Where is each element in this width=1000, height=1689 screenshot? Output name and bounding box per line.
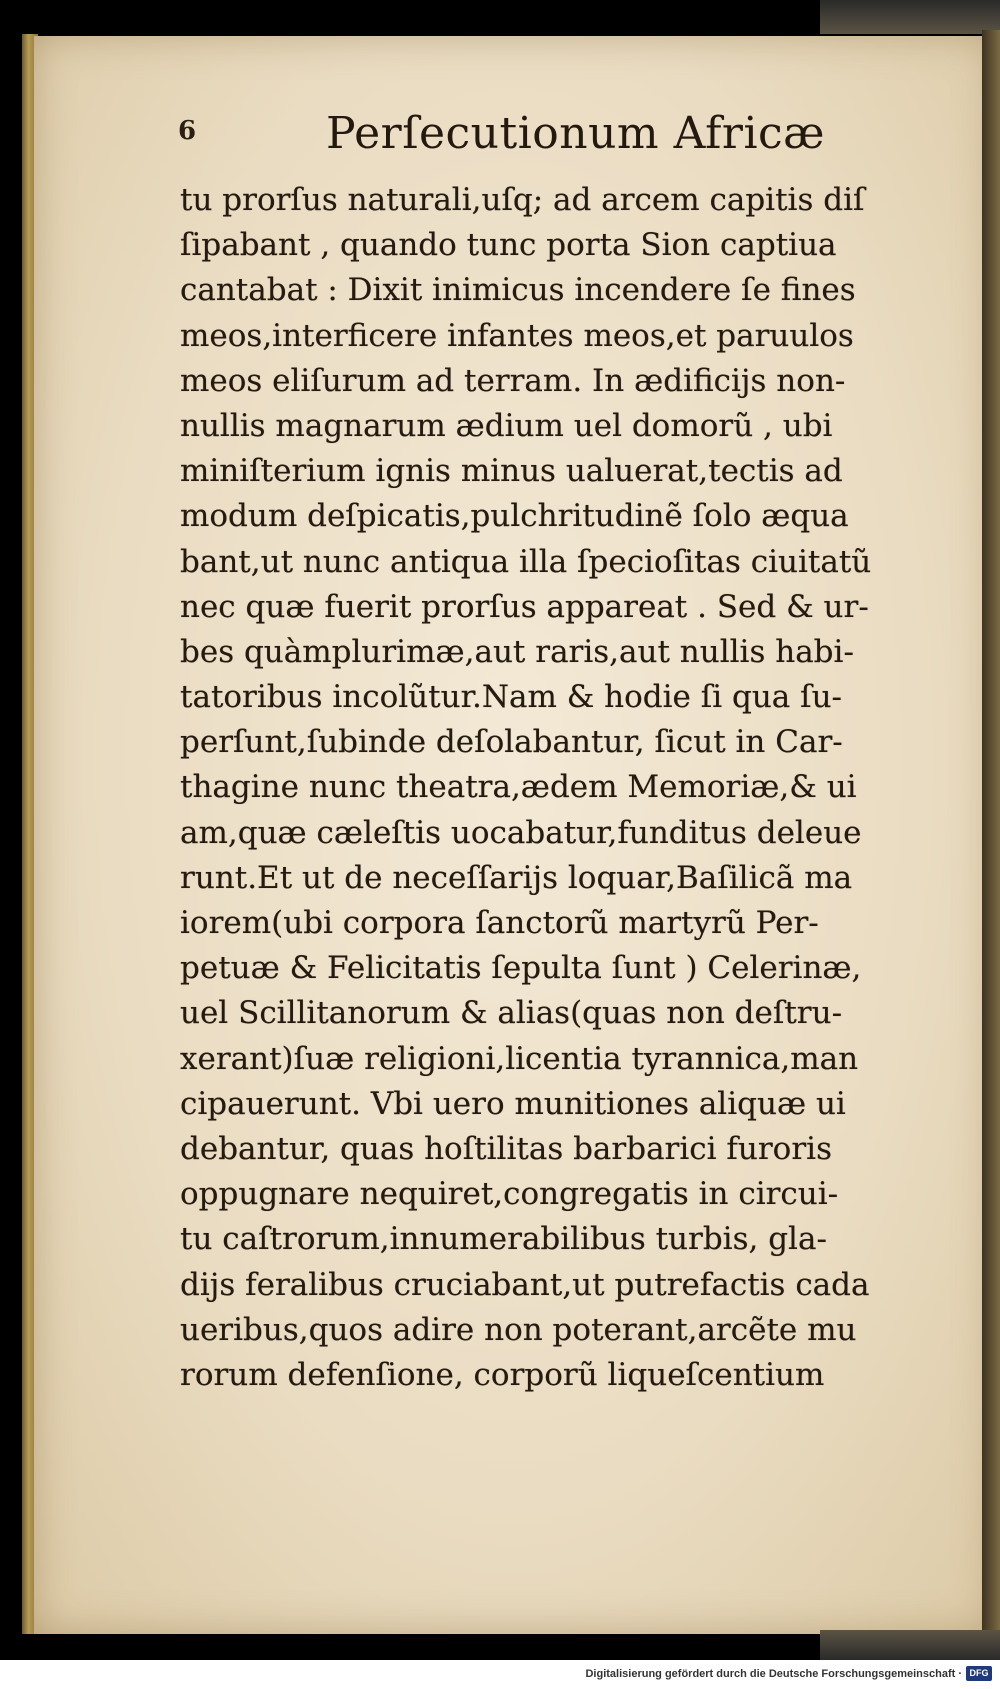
scan-background-bottom <box>820 1630 1000 1660</box>
text-line: petuæ & Felicitatis ſepulta ſunt ) Celerinæ, <box>180 950 862 987</box>
digitization-footer <box>0 1660 1000 1689</box>
text-line: modum deſpicatis,pulchritudinẽ ſolo æqua <box>180 498 849 535</box>
text-line: bes quàmplurimæ,aut raris,aut nullis habi- <box>180 633 854 670</box>
dfg-credit-text: Digitalisierung gefördert durch die Deutsche Forschungsgemeinschaft · <box>585 1668 962 1680</box>
text-line: xerant)ſuæ religioni,licentia tyrannica,man <box>180 1040 859 1077</box>
text-line: thagine nunc theatra,ædem Memoriæ,& ui <box>180 769 857 806</box>
text-line: ſipabant , quando tunc porta Sion captiua <box>180 227 837 264</box>
text-line: uel Scillitanorum & alias(quas non deſtru- <box>180 995 843 1032</box>
text-line: debantur, quas hoſtilitas barbarici furoris <box>180 1130 832 1167</box>
text-line: perſunt,ſubinde deſolabantur, ſicut in Car- <box>180 724 843 761</box>
text-line: cipauerunt. Vbi uero munitiones aliquæ ui <box>180 1085 846 1122</box>
text-line: tatoribus incolũtur.Nam & hodie ſi qua ſu- <box>180 679 843 716</box>
text-line: nec quæ fuerit prorſus appareat . Sed & ur- <box>180 588 869 625</box>
running-head: Perſecutionum Africæ <box>326 108 826 159</box>
text-line: cantabat : Dixit inimicus incendere ſe fines <box>180 272 856 309</box>
text-line: meos eliſurum ad terram. In ædificijs non- <box>180 362 846 399</box>
text-line: bant,ut nunc antiqua illa ſpecioſitas ciuitatũ <box>180 543 872 580</box>
text-line: meos,interficere infantes meos,et paruulos <box>180 317 854 354</box>
page-fore-edge <box>982 30 1000 1640</box>
text-line: iorem(ubi corpora ſanctorũ martyrũ Per- <box>180 905 819 941</box>
scan-background-top <box>820 0 1000 34</box>
text-line: tu prorſus naturali,uſq; ad arcem capitis diſ <box>180 182 865 218</box>
dfg-logo-icon: DFG <box>966 1666 992 1681</box>
page-header <box>178 108 938 178</box>
text-line: runt.Et ut de neceſſarijs loquar,Baſilicã ma <box>180 859 853 896</box>
text-line: nullis magnarum ædium uel domorũ , ubi <box>180 407 833 444</box>
text-line: ueribus,quos adire non poterant,arcẽte mu <box>180 1311 857 1348</box>
text-line: miniſterium ignis minus ualuerat,tectis ad <box>180 453 843 490</box>
text-line: rorum defenſione, corporũ liqueſcentium <box>180 1356 825 1393</box>
text-line: am,quæ cæleſtis uocabatur,funditus deleue <box>180 814 862 851</box>
page-number: 6 <box>178 116 197 146</box>
text-line: tu caſtrorum,innumerabilibus turbis, gla- <box>180 1221 827 1258</box>
body-text <box>180 178 920 1398</box>
text-line: dijs feralibus cruciabant,ut putrefactis cada <box>180 1266 870 1303</box>
text-line: oppugnare nequiret,congregatis in circui- <box>180 1176 839 1213</box>
